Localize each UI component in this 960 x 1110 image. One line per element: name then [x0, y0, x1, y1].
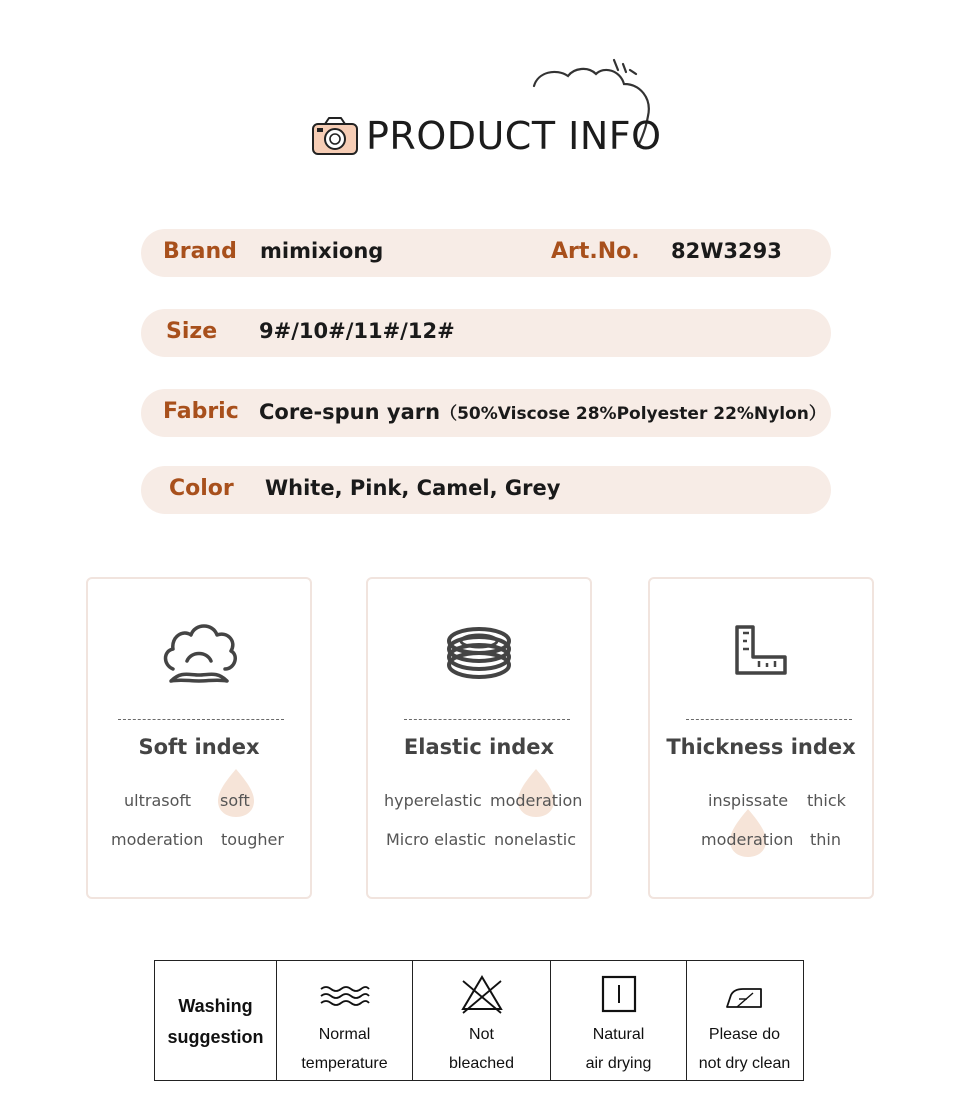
artno-label: Art.No. [551, 239, 640, 264]
fabric-label: Fabric [163, 399, 239, 424]
option-soft: soft [220, 791, 250, 810]
washing-item [686, 961, 802, 1080]
artno-value: 82W3293 [671, 239, 782, 263]
spring-coil-icon [439, 619, 519, 689]
ruler-icon [721, 619, 801, 689]
option-ultrasoft: ultrasoft [124, 791, 191, 810]
option-inspissate: inspissate [708, 791, 789, 810]
divider [686, 719, 852, 720]
color-value: White, Pink, Camel, Grey [265, 476, 561, 500]
washing-item-line1: Natural [592, 1026, 645, 1043]
washing-item-line2: air drying [585, 1055, 652, 1072]
washing-item-line1: Not [469, 1026, 494, 1043]
no-bleach-icon [459, 973, 505, 1017]
color-row [141, 466, 831, 514]
fabric-row [141, 389, 831, 437]
cotton-icon [159, 619, 239, 689]
brand-value: mimixiong [260, 239, 384, 263]
size-value: 9#/10#/11#/12# [259, 319, 455, 343]
washing-item-line2: temperature [301, 1055, 388, 1072]
brand-row [141, 229, 831, 277]
option-thick: thick [807, 791, 846, 810]
washing-heading-cell [155, 961, 276, 1080]
color-label: Color [169, 476, 234, 501]
product-info-header [0, 0, 960, 200]
soft-index-title: Soft index [138, 735, 260, 759]
option-hyperelastic: hyperelastic [384, 791, 482, 810]
elastic-index-title: Elastic index [403, 735, 555, 759]
option-nonelastic: nonelastic [494, 830, 577, 849]
washing-item [276, 961, 412, 1080]
elastic-index-card [366, 577, 592, 899]
washing-item-line2: bleached [449, 1055, 514, 1072]
option-moderation: moderation [490, 791, 583, 810]
washing-item [550, 961, 686, 1080]
washing-suggestion-table [154, 960, 804, 1081]
line-dry-icon [599, 973, 639, 1017]
washing-item-line1: Normal [318, 1026, 371, 1043]
washing-item-line2: not dry clean [698, 1055, 791, 1072]
soft-index-card [86, 577, 312, 899]
fabric-value [259, 399, 826, 424]
washing-item [412, 961, 550, 1080]
option-tougher: tougher [221, 830, 284, 849]
page-title: PRODUCT INFO [366, 114, 662, 158]
fabric-name: Core-spun yarn [259, 400, 441, 424]
washing-item-line1: Please do [708, 1026, 781, 1043]
divider [118, 719, 284, 720]
camera-icon [311, 116, 359, 156]
option-moderation: moderation [701, 830, 794, 849]
fabric-composition: （50%Viscose 28%Polyester 22%Nylon） [440, 404, 826, 424]
option-moderation: moderation [111, 830, 204, 849]
water-temperature-icon [319, 973, 371, 1017]
size-label: Size [166, 319, 218, 344]
washing-heading: Washing [178, 996, 253, 1016]
size-row [141, 309, 831, 357]
no-dry-clean-iron-icon [723, 973, 767, 1017]
thickness-index-title: Thickness index [666, 735, 856, 759]
option-micro-elastic: Micro elastic [386, 830, 487, 849]
option-thin: thin [810, 830, 841, 849]
brand-label: Brand [163, 239, 237, 264]
washing-heading-sub: suggestion [167, 1027, 264, 1047]
divider [404, 719, 570, 720]
thickness-index-card [648, 577, 874, 899]
